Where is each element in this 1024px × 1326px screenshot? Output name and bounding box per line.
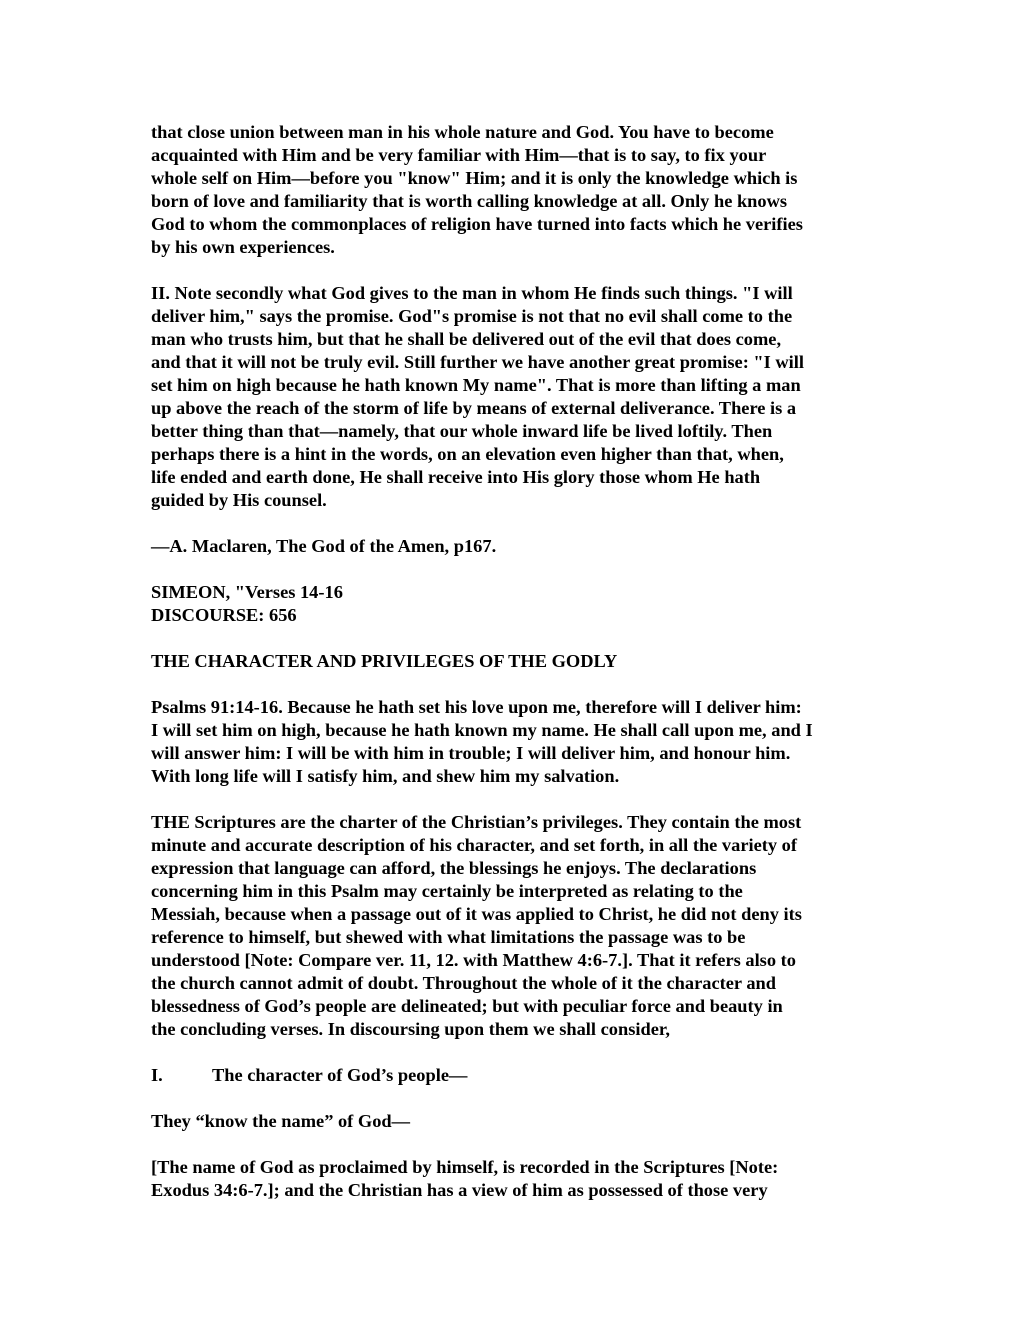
discourse-heading: SIMEON, "Verses 14-16 DISCOURSE: 656 bbox=[151, 582, 343, 625]
point-heading bbox=[151, 1064, 891, 1087]
section-title: THE CHARACTER AND PRIVILEGES OF THE GODLY bbox=[151, 651, 618, 671]
paragraph-second-point: II. Note secondly what God gives to the man in whom He finds such things. "I will deliver him," says the promise. God"s promise is not that no evil shall come to the man who trusts him, but that he shall be delivered out of the evil that does come, and that it will not be truly evil. Still further we have another great promise: "I will set him on high because he hath known My name". That is more than lifting a man up above the reach of the storm of life by means of external deliverance. There is a better thing than that—namely, that our whole inward life be lived loftily. Then perhaps there is a hint in the words, on an elevation even higher than that, when, life ended and earth done, He shall receive into His glory those whom He hath guided by His counsel. bbox=[151, 283, 805, 510]
paragraph-union-with-god: that close union between man in his whole nature and God. You have to become acquainted with Him and be very familiar with Him—that is to say, to fix your whole self on Him—before you "know" Him; and it is only the knowledge which is born of love and familiarity that is worth calling knowledge at all. Only he knows God to whom the commonplaces of religion have turned into facts which he verifies by his own experiences. bbox=[151, 122, 803, 257]
introduction-paragraph: THE Scriptures are the charter of the Christian’s privileges. They contain the most minute and accurate description of his character, and set forth, in all the variety of expression that language can afford, the blessings he enjoys. The declarations concerning him in this Psalm may certainly be interpreted as relating to the Messiah, because when a passage out of it was applied to Christ, he did not deny its reference to himself, but shewed with what limitations the passage was to be understood [Note: Compare ver. 11, 12. with Matthew 4:6-7.]. That it refers also to the church cannot admit of doubt. Throughout the whole of it the character and blessedness of God’s people are delineated; but with peculiar force and beauty in the concluding verses. In discoursing upon them we shall consider, bbox=[151, 812, 802, 1039]
attribution-line: —A. Maclaren, The God of the Amen, p167. bbox=[151, 536, 497, 556]
subpoint-line: They “know the name” of God— bbox=[151, 1111, 411, 1131]
document-body bbox=[151, 121, 891, 1225]
scripture-passage: Psalms 91:14-16. Because he hath set his love upon me, therefore will I deliver him: I will set him on high, because he hath known my name. He shall call upon me, and I will answer him: I will be with him in trouble; I will deliver him, and honour him. With long life will I satisfy him, and shew him my salvation. bbox=[151, 697, 813, 786]
point-number: I. bbox=[151, 1065, 163, 1085]
final-paragraph: [The name of God as proclaimed by himself, is recorded in the Scriptures [Note: Exodus 34:6-7.]; and the Christian has a view of him as possessed of those very bbox=[151, 1157, 779, 1200]
point-text: The character of God’s people— bbox=[212, 1065, 468, 1085]
